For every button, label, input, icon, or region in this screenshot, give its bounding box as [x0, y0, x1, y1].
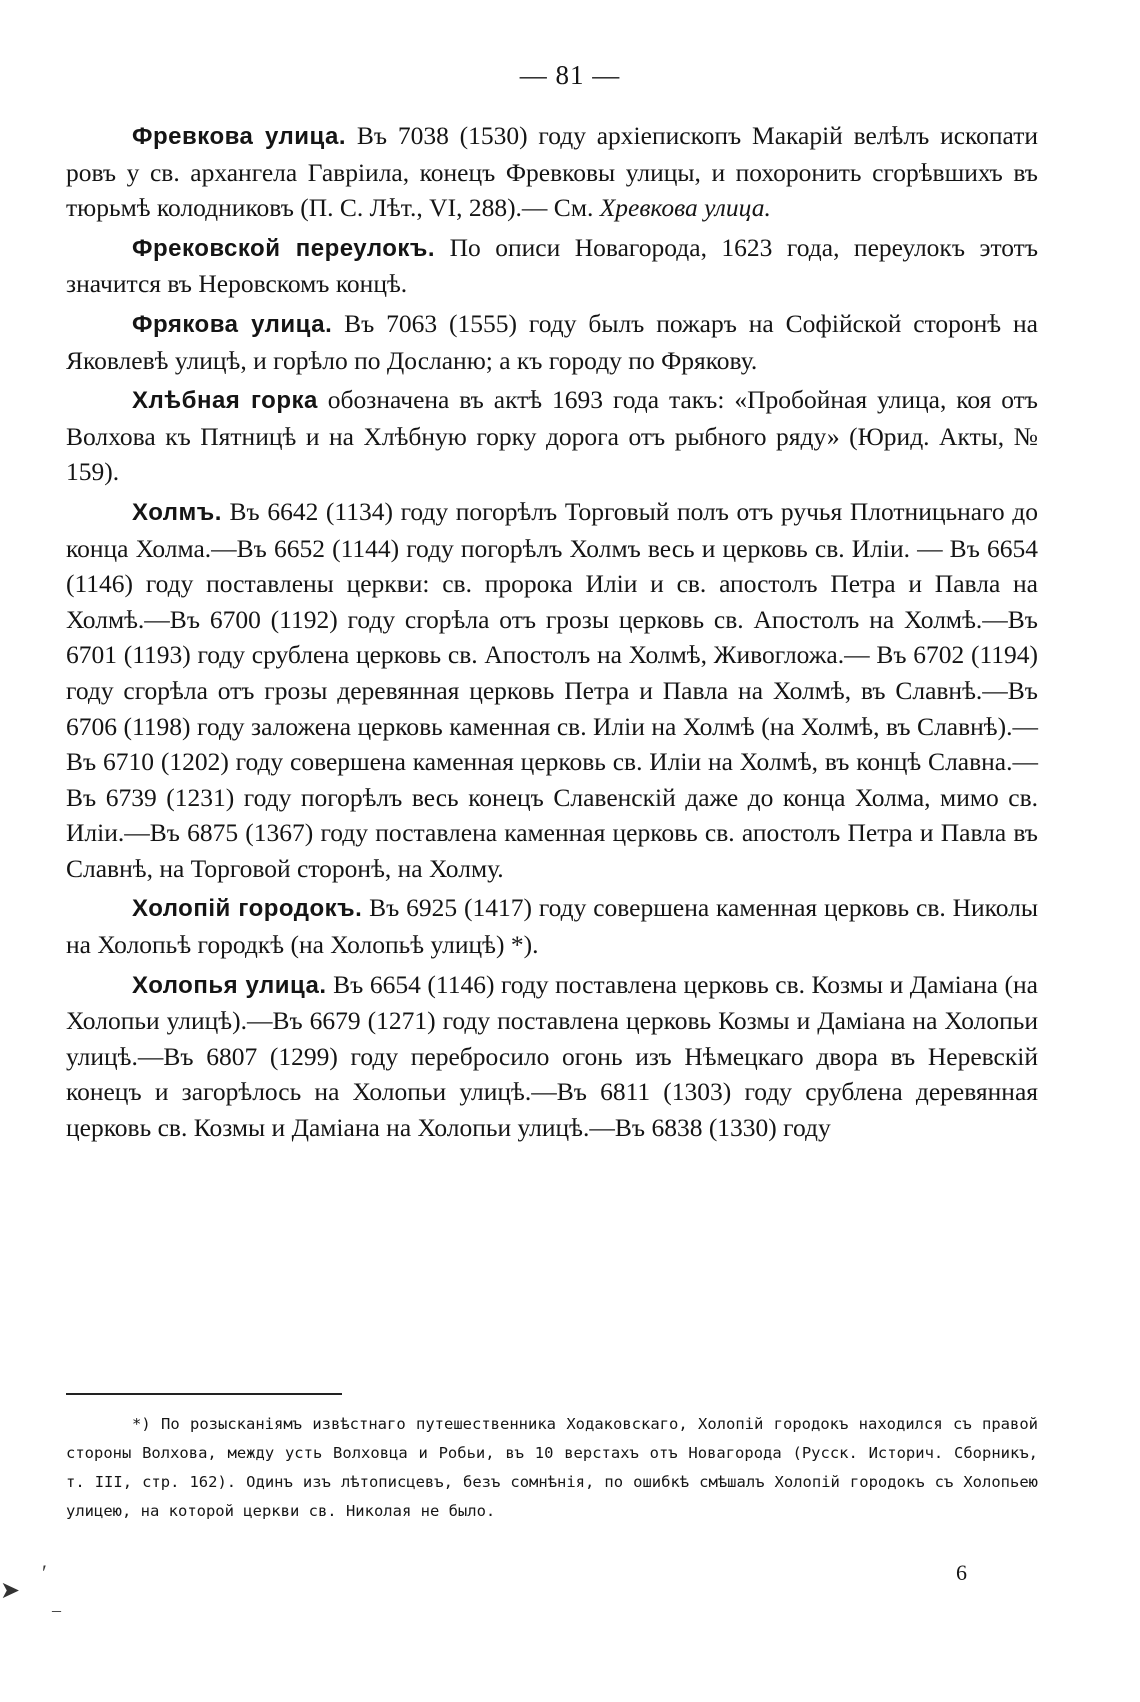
entry-fryakova-ulitsa: [66, 306, 1038, 378]
signature-mark: 6: [956, 1560, 967, 1585]
entry-headword: Фревкова улица.: [132, 123, 347, 150]
entry-frekovskoy-pereulok: [66, 230, 1038, 302]
entry-text: обозначена въ актѣ 1693 года такъ: «Пробойная улица, коя отъ Волхова къ Пятницѣ и на Хлѣбную горку дорога отъ рыбного ряду» (Юрид. Акты, № 159).: [66, 385, 1038, 487]
entry-headword: Фрякова улица.: [132, 310, 333, 338]
entry-kholopiy-gorodok: [66, 890, 1038, 962]
entry-kholopya-ulitsa: [66, 967, 1038, 1146]
entry-headword: Хлѣбная горка: [132, 387, 318, 415]
entry-headword: Холопій городокъ.: [132, 895, 363, 923]
entry-headword: Фрековской переулокъ.: [132, 234, 436, 262]
entry-khlebnaya-gorka: [66, 382, 1038, 490]
entry-text: Въ 6642 (1134) году погорѣлъ Торговый полъ отъ ручья Плотницьнаго до конца Холма.—Въ 6652 (1144) году погорѣлъ Холмъ весь и церковь св. Иліи. — Въ 6654 (1146) году поставлены церкви: св. пророка Иліи и св. апостолъ Петра и Павла на Холмѣ.—Въ 6700 (1192) году сгорѣла отъ грозы церковь св. Апостолъ на Холмѣ.—Въ 6701 (1193) году срублена церковь св. Апостолъ на Холмѣ, Живогложа.— Въ 6702 (1194) году сгорѣла отъ грозы деревянная церковь Петра и Павла на Холмѣ, въ Славнѣ.—Въ 6706 (1198) году заложена церковь каменная св. Иліи на Холмѣ (на Холмѣ, въ Славнѣ).—Въ 6710 (1202) году совершена каменная церковь св. Иліи на Холмѣ, въ концѣ Славна.— Въ 6739 (1231) году погорѣлъ весь конецъ Славенскій даже до конца Холма, мимо св. Иліи.—Въ 6875 (1367) году поставлена каменная церковь св. апостолъ Петра и Павла въ Славнѣ, на Торговой сторонѣ, на Холму.: [66, 496, 1038, 883]
entry-text: Въ 7063 (1555) году былъ пожаръ на Софійской сторонѣ на Яковлевѣ улицѣ, и горѣло по Досланю; а къ городу по Фрякову.: [66, 308, 1038, 375]
entry-text: По описи Новагорода, 1623 года, переулокъ этотъ значится въ Неровскомъ концѣ.: [66, 232, 1038, 299]
entries-body: [66, 118, 1038, 1150]
margin-tick-mark: ′: [42, 1560, 47, 1585]
entry-text: Въ 6925 (1417) году совершена каменная церковь св. Николы на Холопьѣ городкѣ (на Холопьѣ улицѣ) *).: [66, 893, 1038, 960]
entry-headword: Холмъ.: [132, 498, 222, 526]
entry-frevkova-ulitsa: [66, 118, 1038, 226]
footnote: *) По розысканіямъ извѣстнаго путешественника Ходаковскаго, Холопій городокъ находился съ правой стороны Волхова, между усть Волховца и Робьи, въ 10 верстахъ отъ Новагорода (Русск. Историч. Сборникъ, т. III, стр. 162). Одинъ изъ лѣтописцевъ, безъ сомнѣнія, по ошибкѣ смѣшалъ Холопій городокъ съ Холопьею улицею, на которой церкви св. Николая не было.: [66, 1415, 1038, 1520]
margin-dash-mark: –: [52, 1600, 61, 1620]
footnote-divider: [66, 1393, 342, 1395]
entry-text: Въ 7038 (1530) году архіепископъ Макарій велѣлъ ископати ровъ у св. архангела Гавріила, конецъ Фревковы улицы, и похоронить сгорѣвшихъ въ тюрьмѣ колодниковъ (П. С. Лѣт., VI, 288).— См.: [66, 121, 1038, 223]
entry-text: Въ 6654 (1146) году поставлена церковь св. Козмы и Даміана (на Холопьи улицѣ).—Въ 6679 (1271) году поставлена церковь Козмы и Даміана на Холопьи улицѣ.—Въ 6807 (1299) году перебросило огонь изъ Нѣмецкаго двора въ Неревскій конецъ и загорѣлось на Холопьи улицѣ.—Въ 6811 (1303) году срублена деревянная церковь св. Козмы и Даміана на Холопьи улицѣ.—Въ 6838 (1330) году: [66, 969, 1038, 1143]
entry-kholm: [66, 494, 1038, 887]
entry-cross-reference: Хревкова улица.: [599, 193, 771, 223]
page-number: — 81 —: [519, 60, 621, 90]
entry-headword: Холопья улица.: [132, 971, 327, 999]
margin-arrow-mark: ➤: [0, 1578, 21, 1604]
